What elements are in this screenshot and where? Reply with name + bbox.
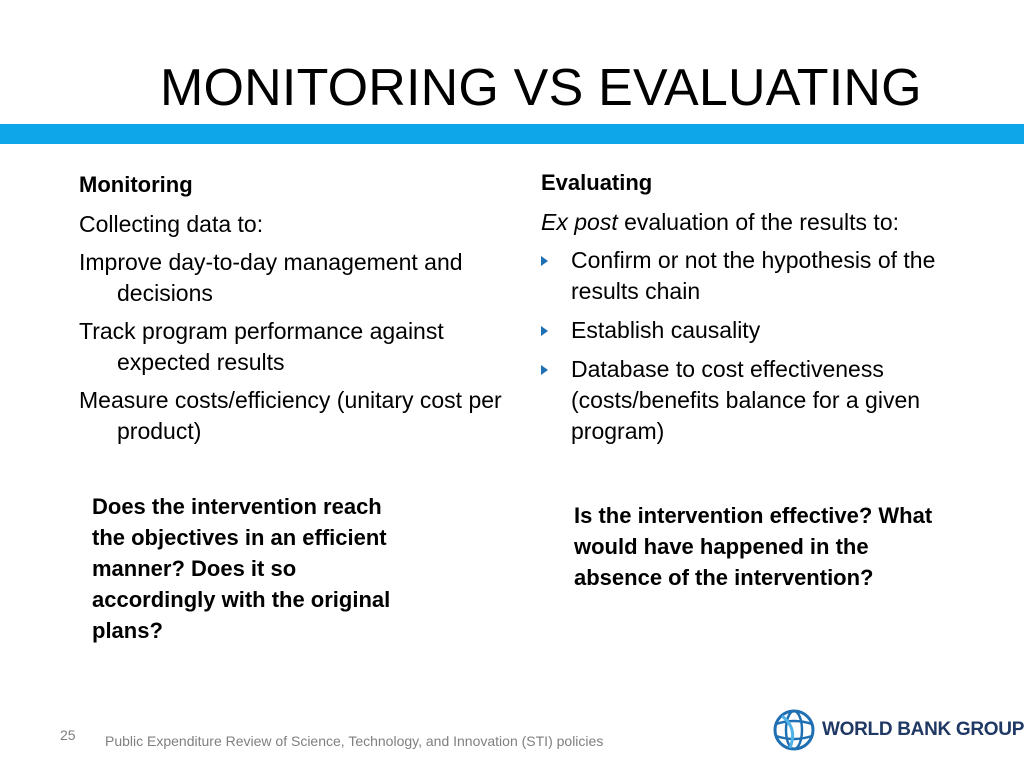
logo-text: WORLD BANK GROUP — [822, 719, 1024, 740]
evaluating-bullet — [541, 245, 981, 307]
triangle-right-icon — [541, 365, 548, 375]
evaluating-bullet-text: Confirm or not the hypothesis of the results chain — [571, 247, 936, 304]
monitoring-item: Track program performance against expected results — [79, 318, 444, 375]
triangle-right-icon — [541, 256, 548, 266]
evaluating-column — [541, 167, 981, 455]
monitoring-column — [79, 169, 509, 454]
monitoring-question: Does the intervention reach the objectives in an efficient manner? Does it so accordingly with the original plans? — [92, 494, 391, 643]
title-accent-bar — [0, 124, 1024, 144]
evaluating-bullet-text: Database to cost effectiveness (costs/benefits balance for a given program) — [571, 356, 921, 444]
evaluating-bullet — [541, 354, 981, 447]
triangle-right-icon — [541, 326, 548, 336]
globe-icon — [772, 708, 816, 752]
evaluating-question: Is the intervention effective? What would have happened in the absence of the intervention? — [574, 503, 933, 590]
page-number: 25 — [60, 727, 76, 743]
evaluating-intro-rest: evaluation of the results to: — [617, 209, 899, 235]
evaluating-heading: Evaluating — [541, 170, 653, 195]
monitoring-heading: Monitoring — [79, 172, 193, 197]
monitoring-item: Measure costs/efficiency (unitary cost per product) — [79, 387, 502, 444]
evaluating-intro — [541, 207, 981, 238]
evaluating-intro-italic: Ex post — [541, 209, 618, 235]
slide-title: MONITORING VS EVALUATING — [160, 59, 922, 117]
evaluating-bullet-text: Establish causality — [571, 317, 761, 343]
monitoring-item: Improve day-to-day management and decisions — [79, 249, 463, 306]
footer-text: Public Expenditure Review of Science, Technology, and Innovation (STI) policies — [105, 733, 604, 749]
monitoring-intro: Collecting data to: — [79, 211, 264, 237]
evaluating-bullet — [541, 315, 981, 346]
world-bank-logo — [772, 705, 1024, 755]
